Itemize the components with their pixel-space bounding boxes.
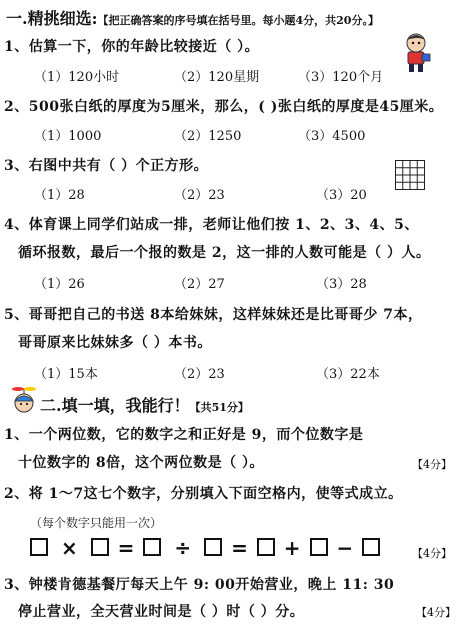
question-5-line1: 5、哥哥把自己的书送 8本给妹妹，这样妹妹还是比哥哥少 7本，	[4, 307, 423, 323]
q3-option-2: （2）23	[174, 188, 225, 203]
blank-box[interactable]	[310, 538, 328, 556]
q5-option-3: （3）22本	[316, 367, 380, 382]
section2-title: 二.填一填，我能行！	[40, 396, 190, 415]
question-4-line1: 4、体育课上同学们站成一排，老师让他们按 1、2、3、4、5、	[4, 217, 419, 233]
q1-option-3: （3）120个月	[298, 70, 384, 85]
section1-title: 一.精挑细选:	[6, 9, 98, 28]
s2-question-3-line2: 停止营业，全天营业时间是（ ）时（ ）分。	[18, 604, 305, 620]
question-1: 1、估算一下，你的年龄比较接近（ ）。	[4, 39, 260, 55]
blank-box[interactable]	[204, 538, 222, 556]
square-grid-figure	[395, 160, 425, 190]
propeller-cap-icon	[8, 385, 40, 415]
q2-option-3: （3）4500	[298, 129, 366, 144]
q5-option-1: （1）15本	[34, 367, 98, 382]
blank-box[interactable]	[91, 538, 109, 556]
q3-option-3: （3）20	[316, 188, 367, 203]
blank-box[interactable]	[30, 538, 48, 556]
blank-box[interactable]	[362, 538, 380, 556]
q4-option-3: （3）28	[316, 277, 367, 292]
s2-question-3-line1: 3、钟楼肯德基餐厅每天上午 9: 00开始营业，晚上 11: 30	[4, 577, 395, 593]
operator-plus: +	[283, 536, 301, 560]
s2-q1-score: 【4分】	[412, 458, 452, 471]
q2-option-2: （2）1250	[174, 129, 242, 144]
s2-q2-score: 【4分】	[412, 547, 452, 560]
s2-question-2: 2、将 1～7这七个数字，分别填入下面空格内，使等式成立。	[4, 486, 403, 502]
q5-option-2: （2）23	[174, 367, 225, 382]
q2-option-1: （1）1000	[34, 129, 102, 144]
section1-header	[6, 6, 379, 29]
question-2: 2、500张白纸的厚度为5厘米，那么，( )张白纸的厚度是45厘米。	[4, 99, 444, 115]
question-5-line2: 哥哥原来比妹妹多（ ）本书。	[18, 335, 212, 351]
q4-option-2: （2）27	[174, 277, 225, 292]
section2-header	[40, 393, 249, 416]
s2-q2-hint: （每个数字只能用一次）	[30, 516, 163, 530]
operator-equals: =	[117, 536, 135, 560]
question-3: 3、右图中共有（ ）个正方形。	[4, 158, 209, 174]
blank-box[interactable]	[143, 538, 161, 556]
q3-option-1: （1）28	[34, 188, 85, 203]
q1-option-2: （2）120星期	[174, 70, 260, 85]
s2-q3-score: 【4分】	[416, 606, 456, 619]
s2-question-1-line1: 1、一个两位数，它的数字之和正好是 9，而个位数字是	[4, 427, 364, 443]
operator-multiply: ×	[60, 536, 78, 560]
boy-icon	[398, 30, 434, 74]
q4-option-1: （1）26	[34, 277, 85, 292]
q1-option-1: （1）120小时	[34, 70, 120, 85]
question-4-line2: 循环报数，最后一个报的数是 2，这一排的人数可能是（ ）人。	[18, 245, 431, 261]
operator-equals: =	[231, 536, 248, 560]
section2-note: 【共51分】	[189, 401, 249, 414]
section1-note: 【把正确答案的序号填在括号里。每小题4分，共20分。】	[97, 14, 379, 27]
operator-divide: ÷	[174, 536, 192, 560]
blank-box[interactable]	[257, 538, 275, 556]
s2-question-1-line2: 十位数字的 8倍，这个两位数是（ ）。	[18, 455, 264, 471]
equation-row	[30, 536, 380, 560]
operator-minus: −	[336, 536, 354, 560]
